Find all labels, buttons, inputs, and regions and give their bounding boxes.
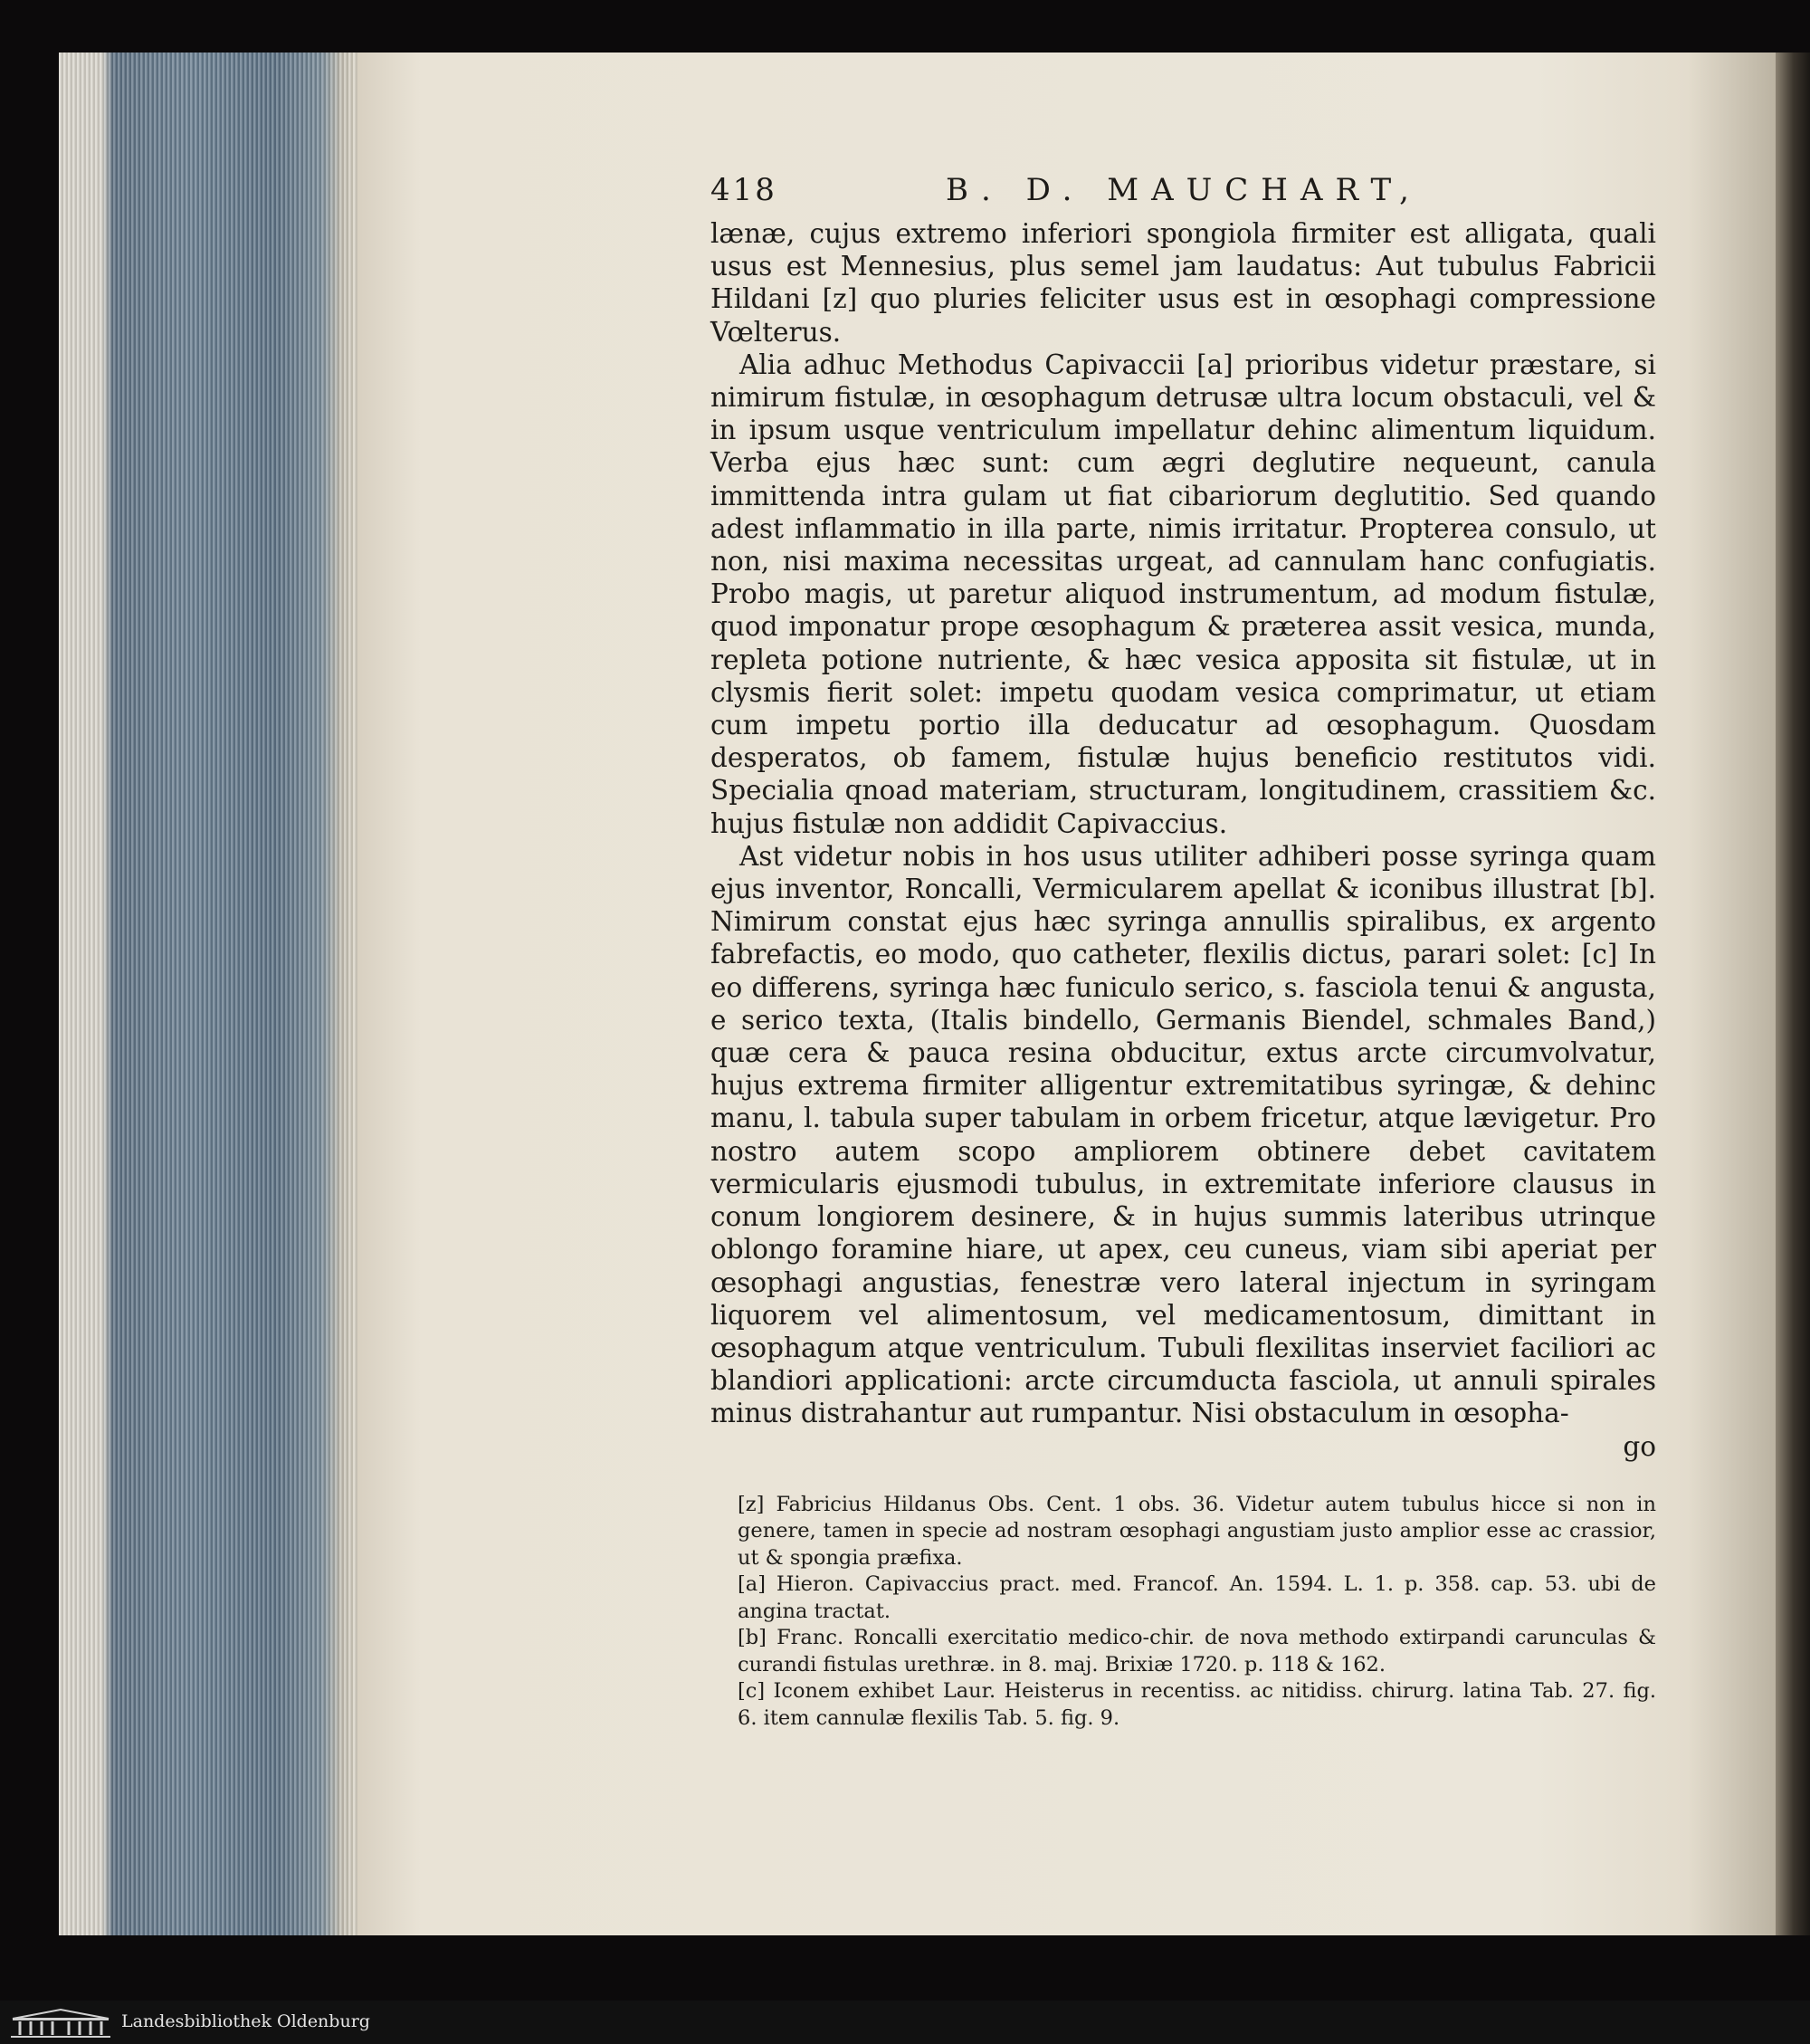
running-head (710, 163, 1656, 217)
page-edges (59, 53, 357, 1935)
footnote-a: [a] Hieron. Capivaccius pract. med. Francof. An. 1594. L. 1. p. 358. cap. 53. ubi de angina tractat. (738, 1572, 1656, 1623)
library-building-icon (9, 2008, 112, 2039)
footnotes (710, 1492, 1656, 1733)
footnote-b: [b] Franc. Roncalli exercitatio medico-chir. de nova methodo extirpandi carunculas & curandi fistulas urethræ. in 8. maj. Brixiæ 1720. p. 118 & 162. (738, 1626, 1656, 1676)
book-spine (1776, 53, 1810, 1935)
running-title: B. D. MAUCHART, (946, 172, 1422, 208)
text-block (710, 163, 1656, 1732)
paragraph-1: lænæ, cujus extremo inferiori spongiola firmiter est alligata, quali usus est Mennesius, plus semel jam laudatus: Aut tubulus Fabricii Hildani [z] quo pluries feliciter usus est in œsophagi compressione Vœlterus. (710, 218, 1656, 348)
library-name: Landesbibliothek Oldenburg (121, 2011, 370, 2031)
body-text (710, 217, 1656, 1430)
footnote-z: [z] Fabricius Hildanus Obs. Cent. 1 obs. 36. Videtur autem tubulus hicce si non in genere, tamen in specie ad nostram œsophagi angustiam justo amplior esse ac crassior, ut & spongia præfixa. (738, 1492, 1656, 1570)
page-number: 418 (710, 172, 777, 208)
footnote-c: [c] Iconem exhibet Laur. Heisterus in recentiss. ac nitidiss. chirurg. latina Tab. 27. fig. 6. item cannulæ flexilis Tab. 5. fig. 9. (738, 1679, 1656, 1730)
paragraph-3: Ast videtur nobis in hos usus utiliter adhiberi posse syringa quam ejus inventor, Roncalli, Vermicularem apellat & iconibus illustrat [b]. Nimirum constat ejus hæc syringa annullis spiralibus, ex argento fabrefactis, eo modo, quo catheter, flexilis dictus, parari solet: [c] In eo differens, syringa hæc funiculo serico, s. fasciola tenui & angusta, e serico texta, (Italis bindello, Germanis Biendel, schmales Band,) quæ cera & pauca resina obducitur, extus arcte circumvolvatur, hujus extrema firmiter alligentur extremitatibus syringæ, & dehinc manu, l. tabula super tabulam in orbem fricetur, atque lævigetur. Pro nostro autem scopo ampliorem obtinere debet cavitatem vermicularis ejusmodi tubulus, in extremitate inferiore clausus in conum longiorem desinere, & in hujus summis lateribus utrinque oblongo foramine hiare, ut apex, ceu cuneus, viam sibi aperiat per œsophagi angustias, fenestræ vero lateral injectum in syringam liquorem vel alimentosum, vel medicamentosum, dimittant in œsophagum atque ventriculum. Tubuli flexilitas inserviet faciliori ac blandiori applicationi: arcte circumducta fasciola, ut annuli spirales minus distrahantur aut rumpantur. Nisi obstaculum in œsopha- (710, 840, 1656, 1429)
footer-bar (0, 2001, 1810, 2044)
catchword: go (1623, 1430, 1656, 1462)
paragraph-2: Alia adhuc Methodus Capivaccii [a] prioribus videtur præstare, si nimirum fistulæ, in œsophagum detrusæ ultra locum obstaculi, vel & in ipsum usque ventriculum impellatur dehinc alimentum liquidum. Verba ejus hæc sunt: cum ægri deglutire nequeunt, canula immittenda intra gulam ut fiat cibariorum deglutitio. Sed quando adest inflammatio in illa parte, nimis irritatur. Propterea consulo, ut non, nisi maxima necessitas urgeat, ad cannulam hanc confugiatis. Probo magis, ut paretur aliquod instrumentum, ad modum fistulæ, quod imponatur prope œsophagum & præterea assit vesica, munda, repleta potione nutriente, & hæc vesica apposita sit fistulæ, ut in clysmis fierit solet: impetu quodam vesica comprimatur, ut etiam cum impetu portio illa deducatur ad œsophagum. Quosdam desperatos, ob famem, fistulæ hujus beneficio restitutos vidi. Specialia qnoad materiam, structuram, longitudinem, crassitiem &c. hujus fistulæ non addidit Capivaccius. (710, 349, 1656, 839)
